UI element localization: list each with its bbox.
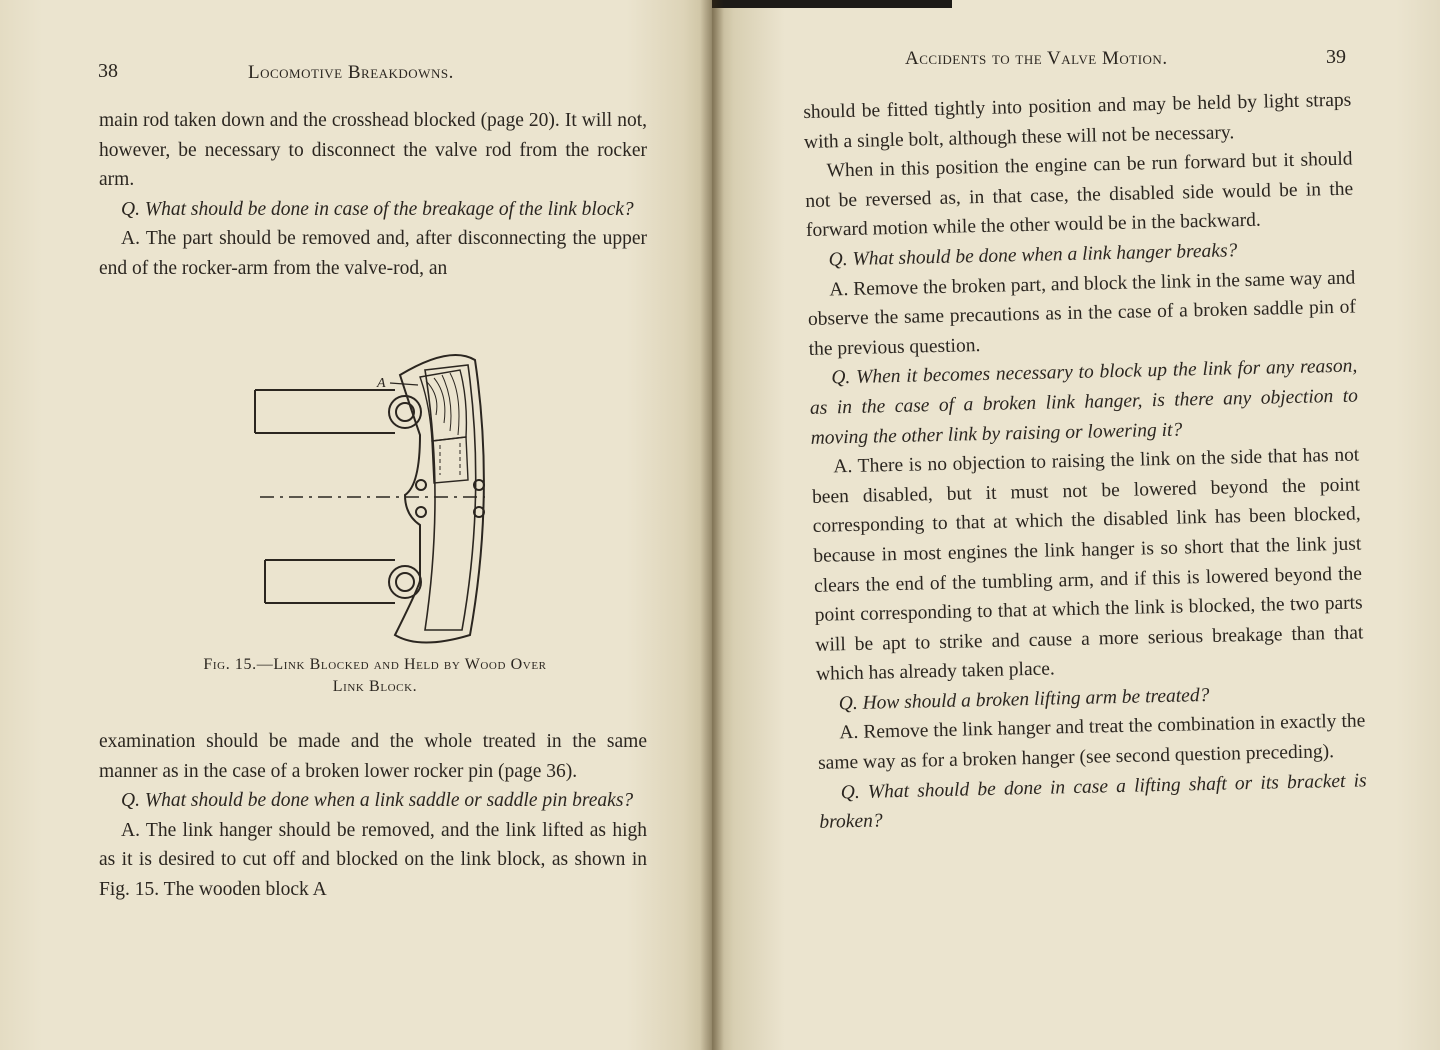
question: Q. How should a broken lifting arm be treated?	[838, 684, 1210, 715]
left-bottom-text	[99, 727, 647, 904]
left-page-number: 38	[98, 60, 118, 82]
link-block-figure	[250, 345, 500, 650]
die-block	[432, 437, 468, 483]
question: Q. What should be done in case of the breakage of the link block?	[121, 198, 634, 220]
scan-edge	[712, 0, 952, 8]
right-running-head: Accidents to the Valve Motion.	[905, 48, 1168, 69]
link-body	[395, 355, 484, 643]
left-top-text	[99, 106, 647, 283]
left-running-head: Locomotive Breakdowns.	[248, 62, 454, 83]
answer: A. The part should be removed and, after disconnecting the upper end of the rocker-arm from the valve-rod, an	[99, 228, 647, 279]
paragraph: examination should be made and the whole treated in the same manner as in the case of a broken lower rocker pin (page 36).	[99, 731, 647, 782]
answer: A. Remove the link hanger and treat the combination in exactly the same way as for a broken hanger (see second question preceding).	[817, 710, 1366, 774]
upper-arm	[255, 390, 395, 433]
paragraph: main rod taken down and the crosshead blocked (page 20). It will not, however, be necessary to disconnect the valve rod from the rocker arm.	[99, 110, 647, 190]
answer: A. There is no objection to raising the link on the side that has not been disabled, but it must not be lowered beyond the point corresponding to that at which the disabled link has been blocked, because in most engines the link hanger is so short that the link just clears the end of the tumbling arm, and if this is lowered beyond the point corresponding to that at which the link is blocked, the two parts will be apt to strike and cause a more serious breakage than that which has already taken place.	[811, 444, 1364, 686]
answer: A. Remove the broken part, and block the link in the same way and observe the same precautions as in the case of a broken saddle pin of the previous question.	[807, 267, 1357, 360]
question: Q. What should be done in case a lifting shaft or its bracket is broken?	[819, 770, 1367, 834]
figure-label-a: A	[377, 376, 386, 391]
question: Q. What should be done when a link saddle or saddle pin breaks?	[121, 790, 634, 811]
question: Q. What should be done when a link hanger breaks?	[828, 240, 1238, 271]
paragraph: should be fitted tightly into position and may be held by light straps with a single bolt, although these will not be necessary.	[803, 89, 1352, 153]
caption-line-1: Fig. 15.—Link Blocked and Held by Wood Over	[203, 656, 547, 673]
answer: A. The link hanger should be removed, and the link lifted as high as it is desired to cut off and blocked on the link block, as shown in Fig. 15. The wooden block A	[99, 819, 647, 900]
book-gutter	[700, 0, 724, 1050]
right-text	[803, 86, 1368, 838]
figure-caption	[120, 654, 630, 698]
figure-drawing	[255, 355, 485, 643]
right-page-number: 39	[1326, 46, 1346, 68]
caption-line-2: Link Block.	[332, 678, 418, 695]
paragraph: When in this position the engine can be run forward but it should not be reversed as, in that case, the disabled side would be in the forward motion while the other would be in the backward.	[805, 148, 1354, 242]
question: Q. When it becomes necessary to block up the link for any reason, as in the case of a broken link hanger, is there any objection to moving the other link by raising or lowering it?	[809, 355, 1359, 449]
lower-arm	[265, 560, 395, 603]
